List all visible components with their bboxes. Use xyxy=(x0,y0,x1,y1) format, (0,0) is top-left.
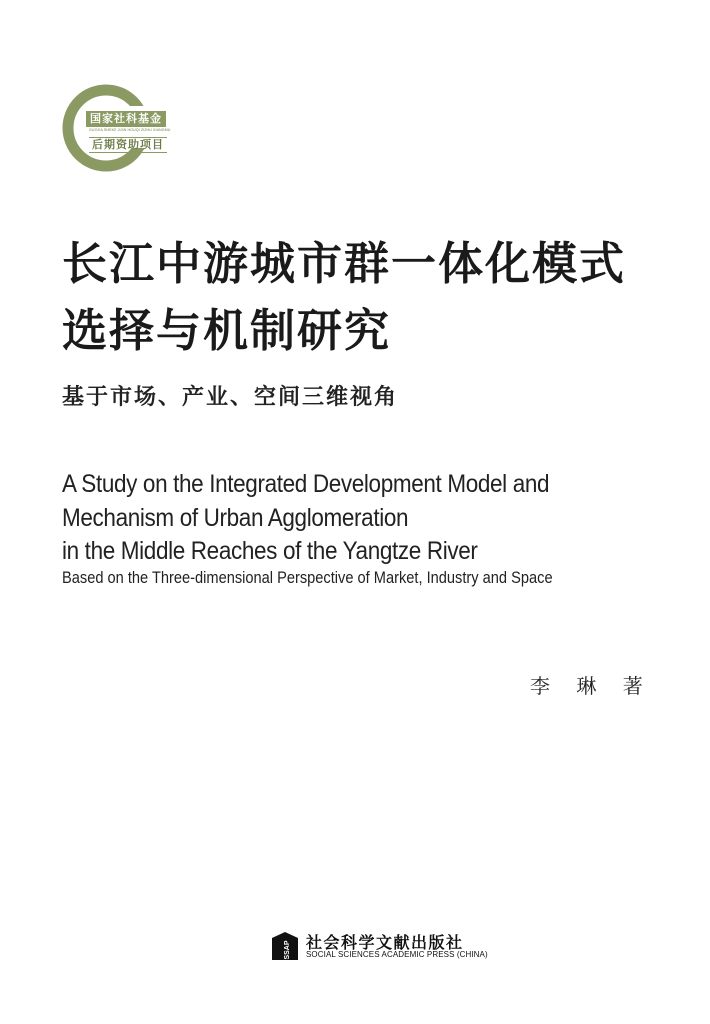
book-title-chinese xyxy=(62,230,682,364)
emblem-label-bottom: 后期资助项目 xyxy=(89,137,167,153)
book-subtitle-english: Based on the Three-dimensional Perspective of Market, Industry and Space xyxy=(62,568,553,587)
ssap-logo-icon xyxy=(270,930,300,962)
book-title-english xyxy=(62,468,682,569)
publisher-name-english: SOCIAL SCIENCES ACADEMIC PRESS (CHINA) xyxy=(306,950,488,959)
title-en-line-1: A Study on the Integrated Development Model and xyxy=(62,470,550,498)
publisher-name-chinese: 社会科学文献出版社 xyxy=(306,933,464,952)
emblem-label-top: 国家社科基金 xyxy=(86,111,166,127)
fund-emblem xyxy=(86,107,178,153)
title-en-line-3: in the Middle Reaches of the Yangtze River xyxy=(62,537,478,565)
svg-text:SSAP: SSAP xyxy=(284,940,291,960)
emblem-pinyin: GUOJIA SHEKE JIJIN HOUQI ZIZHU XIANGMU xyxy=(89,128,171,132)
title-cn-line-1: 长江中游城市群一体化模式 xyxy=(62,237,627,290)
book-subtitle-chinese: 基于市场、产业、空间三维视角 xyxy=(62,384,399,410)
title-cn-line-2: 选择与机制研究 xyxy=(62,304,392,357)
title-en-line-2: Mechanism of Urban Agglomeration xyxy=(62,503,409,532)
author-credit: 李 琳 著 xyxy=(530,674,653,698)
